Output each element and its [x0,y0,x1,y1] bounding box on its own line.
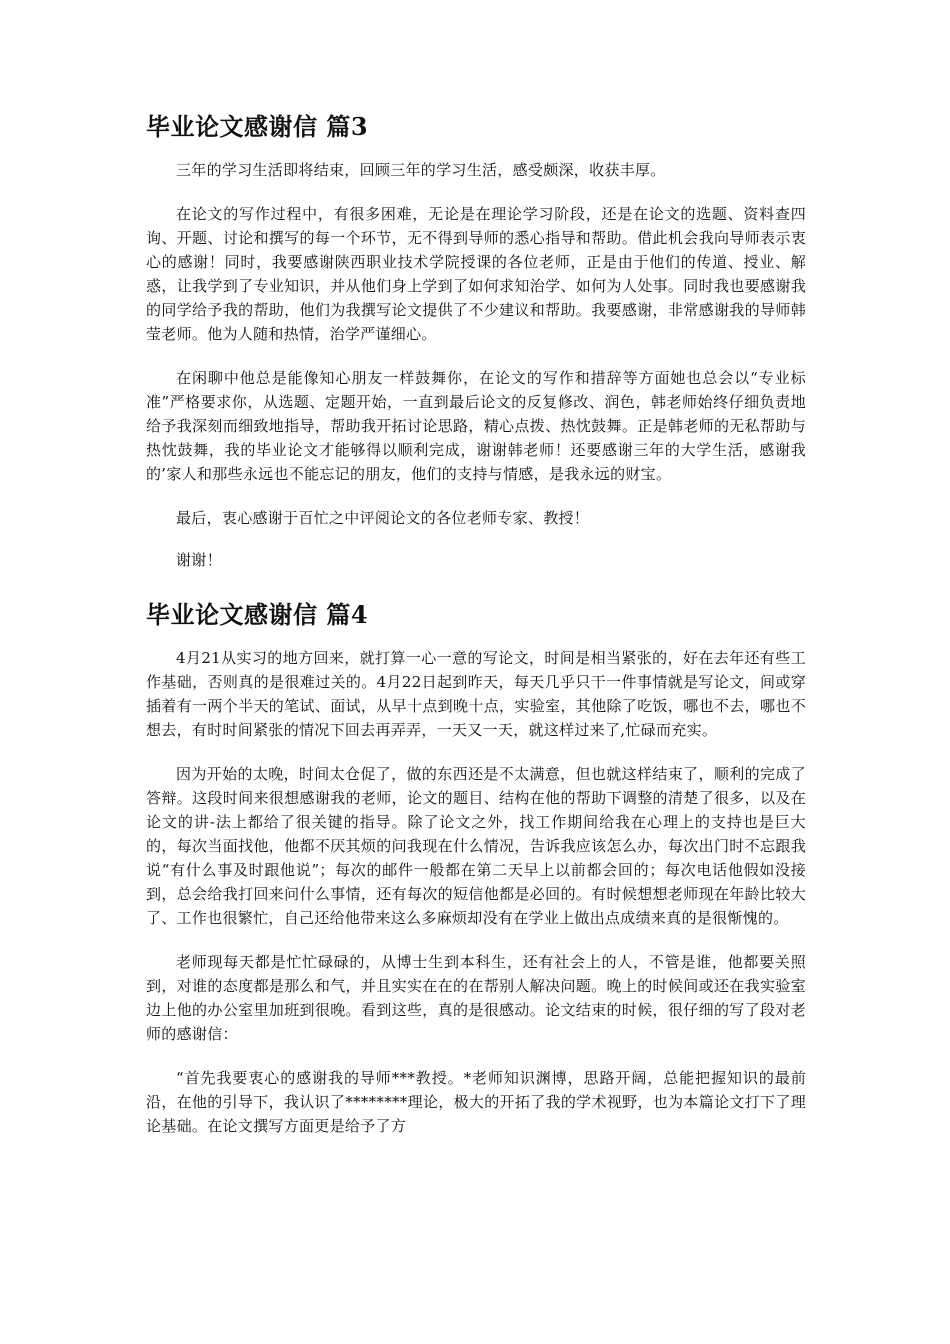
paragraph: 老师现每天都是忙忙碌碌的，从博士生到本科生，还有社会上的人，不管是谁，他都要关照到，对谁的态度都是那么和气，并且实实在在的在帮别人解决问题。晚上的时候间或还在我实验室边上他的办公室里加班到很晚。看到这些，真的是很感动。论文结束的时候，很仔细的写了段对老师的感谢信： [146,953,806,1043]
paragraph: 因为开始的太晚，时间太仓促了，做的东西还是不太满意，但也就这样结束了，顺利的完成了答辩。这段时间来很想感谢我的老师，论文的题目、结构在他的帮助下调整的清楚了很多，以及在论文的讲-法上都给了很关键的指导。除了论文之外，找工作期间给我在心理上的支持也是巨大的，每次当面找他，他都不厌其烦的问我现在什么情况，告诉我应该怎么办，每次出门时不忘跟我说“有什么事及时跟他说”；每次的邮件一般都在第二天早上以前都会回的；每次电话他假如没接到，总会给我打回来问什么事情，还有每次的短信他都是必回的。有时候想想老师现在年龄比较大了、工作也很繁忙，自己还给他带来这么多麻烦却没有在学业上做出点成绩来真的是很惭愧的。 [146,765,806,927]
section-title-4: 毕业论文感谢信 篇4 [146,600,369,629]
paragraph: 在论文的写作过程中，有很多困难，无论是在理论学习阶段，还是在论文的选题、资料查四询、开题、讨论和撰写的每一个环节，无不得到导师的悉心指导和帮助。借此机会我向导师表示衷心的感谢！同时，我要感谢陕西职业技术学院授课的各位老师，正是由于他们的传道、授业、解惑，让我学到了专业知识，并从他们身上学到了如何求知治学、如何为人处事。同时我也要感谢我的同学给予我的帮助，他们为我撰写论文提供了不少建议和帮助。我要感谢，非常感谢我的导师韩莹老师。他为人随和热情，治学严谨细心。 [146,205,806,343]
paragraph: 谢谢！ [176,551,222,569]
paragraph: 在闲聊中他总是能像知心朋友一样鼓舞你，在论文的写作和措辞等方面她也总会以“专业标准”严格要求你，从选题、定题开始，一直到最后论文的反复修改、润色，韩老师始终仔细负责地给予我深刻而细致地指导，帮助我开拓讨论思路，精心点拨、热忱鼓舞。正是韩老师的无私帮助与热忱鼓舞，我的毕业论文才能够得以顺利完成，谢谢韩老师！还要感谢三年的大学生活，感谢我的’家人和那些永远也不能忘记的朋友，他们的支持与情感，是我永远的财宝。 [146,369,806,483]
section-title-3: 毕业论文感谢信 篇3 [146,112,369,141]
paragraph: “首先我要衷心的感谢我的导师***教授。*老师知识渊博，思路开阔，总能把握知识的最前沿，在他的引导下，我认识了********理论，极大的开拓了我的学术视野，也为本篇论文打下了理论基础。在论文撰写方面更是给予了方 [146,1069,806,1135]
paragraph: 三年的学习生活即将结束，回顾三年的学习生活，感受颇深，收获丰厚。 [176,161,666,179]
paragraph: 最后，衷心感谢于百忙之中评阅论文的各位老师专家、教授！ [176,509,590,527]
paragraph: 4月21从实习的地方回来，就打算一心一意的写论文，时间是相当紧张的，好在去年还有些工作基础，否则真的是很难过关的。4月22日起到昨天，每天几乎只干一件事情就是写论文，间或穿插着有一两个半天的笔试、面试，从早十点到晚十点，实验室，其他除了吃饭，哪也不去，哪也不想去，有时时间紧张的情况下回去再弄弄，一天又一天，就这样过来了,忙碌而充实。 [146,649,806,739]
document-page [146,110,806,1158]
